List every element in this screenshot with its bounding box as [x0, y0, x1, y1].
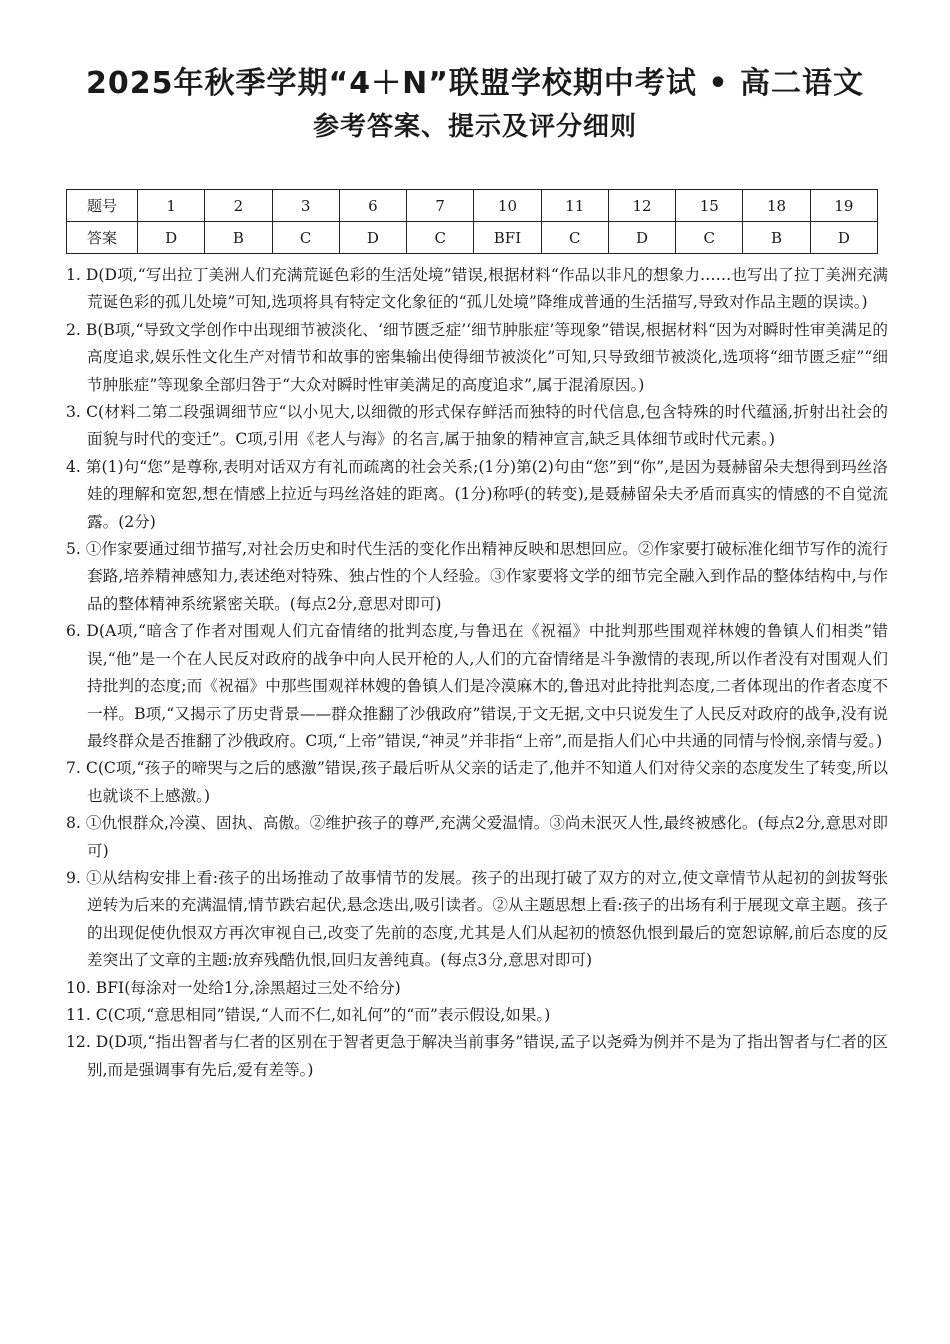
- answer-cell: BFI: [474, 222, 541, 254]
- question-number-cell: 3: [272, 190, 339, 222]
- explanation-item-4: 4. 第(1)句“您”是尊称,表明对话双方有礼而疏离的社会关系;(1分)第(2)句由“您”到“你”,是因为聂赫留朵夫想得到玛丝洛娃的理解和宽恕,想在情感上拉近与玛丝洛娃的距离。(1分)称呼(的转变),是聂赫留朵夫矛盾而真实的情感的不自觉流露。(2分): [66, 457, 888, 531]
- explanation-item-10: 10. BFI(每涂对一处给1分,涂黑超过三处不给分): [66, 978, 401, 997]
- question-number-cell: 18: [743, 190, 810, 222]
- question-number-cell: 10: [474, 190, 541, 222]
- answer-cell: D: [138, 222, 205, 254]
- answer-cell: C: [541, 222, 608, 254]
- row-label-answer: 答案: [67, 222, 138, 254]
- answer-cell: D: [339, 222, 406, 254]
- question-number-cell: 6: [339, 190, 406, 222]
- explanation-item-7: 7. C(C项,“孩子的啼哭与之后的感激”错误,孩子最后听从父亲的话走了,他并不知道人们对待父亲的态度发生了转变,所以也就谈不上感激。): [66, 759, 888, 805]
- explanation-item-12: 12. D(D项,“指出智者与仁者的区别在于智者更急于解决当前事务”错误,孟子以尧舜为例并不是为了指出智者与仁者的区别,而是强调事有先后,爱有差等。): [66, 1033, 888, 1079]
- page-title: 2025年秋季学期“4＋N”联盟学校期中考试 • 高二语文: [86, 66, 864, 101]
- explanation-item-2: 2. B(B项,“导致文学创作中出现细节被淡化、‘细节匮乏症’‘细节肿胀症’等现象”错误,根据材料“因为对瞬时性审美满足的高度追求,娱乐性文化生产对情节和故事的密集输出使得细节被淡化”可知,只导致细节被淡化,选项将“细节匮乏症”“细节肿胀症”等现象全部归咎于“大众对瞬时性审美满足的高度追求”,属于混淆原因。): [66, 320, 888, 394]
- question-number-cell: 1: [138, 190, 205, 222]
- answer-cell: C: [407, 222, 474, 254]
- explanation-item-8: 8. ①仇恨群众,冷漠、固执、高傲。②维护孩子的尊严,充满父爱温情。③尚未泯灭人性,最终被感化。(每点2分,意思对即可): [66, 814, 888, 860]
- question-number-cell: 7: [407, 190, 474, 222]
- question-number-cell: 2: [205, 190, 272, 222]
- explanation-item-11: 11. C(C项,“意思相同”错误,“人而不仁,如礼何”的“而”表示假设,如果。): [66, 1005, 551, 1024]
- answer-explanations: [66, 262, 888, 1084]
- answer-table: [66, 189, 878, 254]
- question-number-cell: 12: [608, 190, 675, 222]
- answer-cell: D: [810, 222, 877, 254]
- row-label-number: 题号: [67, 190, 138, 222]
- explanation-item-5: 5. ①作家要通过细节描写,对社会历史和时代生活的变化作出精神反映和思想回应。②作家要打破标准化细节写作的流行套路,培养精神感知力,表述绝对特殊、独占性的个人经验。③作家要将文学的细节完全融入到作品的整体结构中,与作品的整体精神系统紧密关联。(每点2分,意思对即可): [66, 540, 888, 613]
- explanation-item-9: 9. ①从结构安排上看:孩子的出场推动了故事情节的发展。孩子的出现打破了双方的对立,使文章情节从起初的剑拔弩张逆转为后来的充满温情,情节跌宕起伏,悬念迭出,吸引读者。②从主题思想上看:孩子的出场有利于展现文章主题。孩子的出现促使仇恨双方再次审视自己,改变了先前的态度,尤其是人们从起初的愤怒仇恨到最后的宽恕谅解,前后态度的反差突出了文章的主题:放弃残酷仇恨,回归友善纯真。(每点3分,意思对即可): [66, 868, 888, 970]
- question-number-cell: 19: [810, 190, 877, 222]
- answer-row: [67, 222, 878, 254]
- answer-cell: B: [205, 222, 272, 254]
- explanation-item-1: 1. D(D项,“写出拉丁美洲人们充满荒诞色彩的生活处境”错误,根据材料“作品以非凡的想象力……也写出了拉丁美洲充满荒诞色彩的孤儿处境”可知,选项将具有特定文化象征的“孤儿处境”降维成普通的生活描写,导致对作品主题的误读。): [66, 266, 888, 312]
- answer-cell: D: [608, 222, 675, 254]
- answer-cell: C: [676, 222, 743, 254]
- question-number-cell: 11: [541, 190, 608, 222]
- explanation-item-6: 6. D(A项,“暗含了作者对围观人们亢奋情绪的批判态度,与鲁迅在《祝福》中批判那些围观祥林嫂的鲁镇人们相类”错误,“他”是一个在人民反对政府的战争中向人民开枪的人,人们的亢奋情绪是斗争激情的表现,所以作者没有对围观人们持批判的态度;而《祝福》中那些围观祥林嫂的鲁镇人们是冷漠麻木的,鲁迅对此持批判态度,二者体现出的作者态度不一样。B项,“又揭示了历史背景——群众推翻了沙俄政府”错误,于文无据,文中只说发生了人民反对政府的战争,没有说最终群众是否推翻了沙俄政府。C项,“上帝”错误,“神灵”并非指“上帝”,而是指人们心中共通的同情与怜悯,亲情与爱。): [66, 622, 888, 750]
- page-subtitle: 参考答案、提示及评分细则: [312, 112, 637, 142]
- answer-cell: C: [272, 222, 339, 254]
- answer-cell: B: [743, 222, 810, 254]
- question-number-row: [67, 190, 878, 222]
- question-number-cell: 15: [676, 190, 743, 222]
- explanation-item-3: 3. C(材料二第二段强调细节应“以小见大,以细微的形式保存鲜活而独特的时代信息,包含特殊的时代蕴涵,折射出社会的面貌与时代的变迁”。C项,引用《老人与海》的名言,属于抽象的精神宣言,缺乏具体细节或时代元素。): [66, 403, 888, 449]
